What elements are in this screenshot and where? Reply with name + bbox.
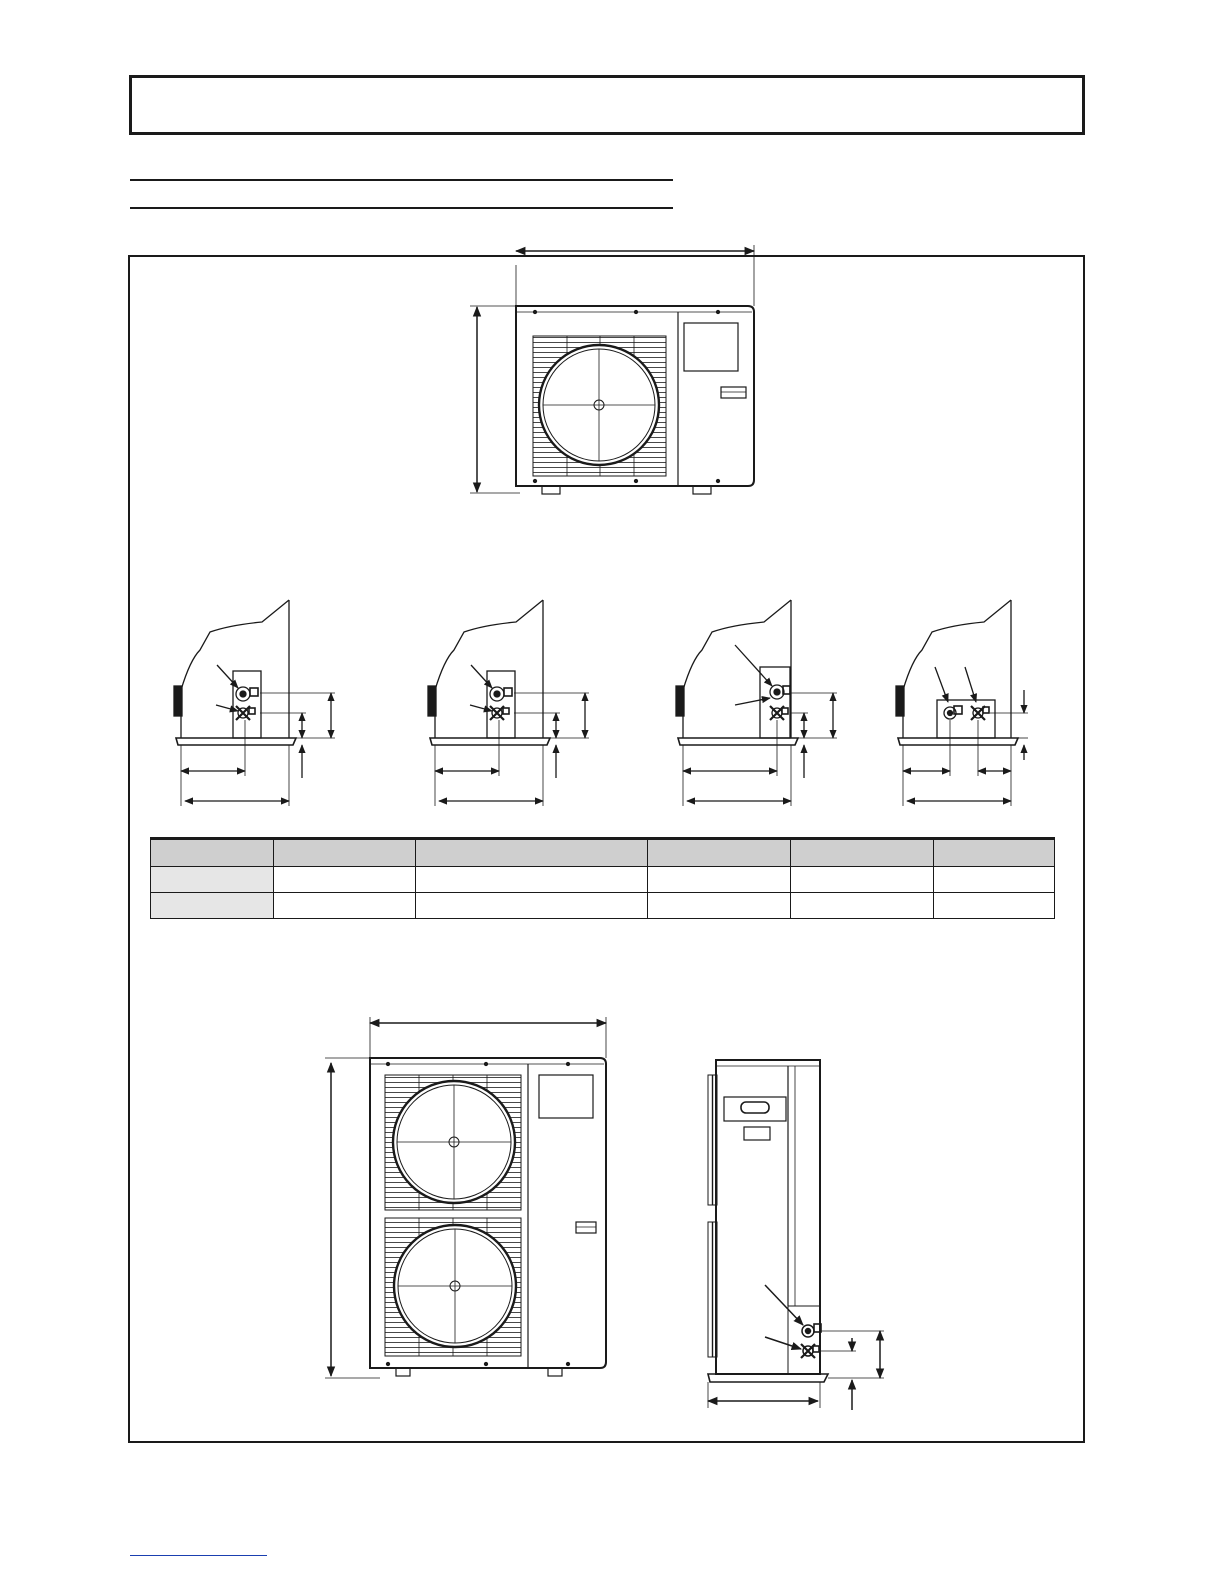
table-header-row <box>151 839 1055 867</box>
pipe-detail-4 <box>896 600 1028 806</box>
table-header-cell <box>151 839 274 867</box>
table-header-cell <box>791 839 934 867</box>
pipe-detail-2 <box>428 600 589 806</box>
table-cell <box>648 867 791 893</box>
table-row <box>151 893 1055 919</box>
footer-link-underline[interactable] <box>130 1555 267 1556</box>
table-cell <box>648 893 791 919</box>
table-header-cell <box>648 839 791 867</box>
table-cell <box>273 867 415 893</box>
dimensions-table <box>150 837 1055 919</box>
pipe-detail-3 <box>676 600 837 806</box>
pipe-detail-1 <box>174 600 335 806</box>
table-cell <box>415 867 648 893</box>
table-cell <box>273 893 415 919</box>
table-row-header <box>151 867 274 893</box>
table-cell <box>791 867 934 893</box>
double-fan-side-view <box>708 1060 884 1410</box>
table-header-cell <box>415 839 648 867</box>
table-row-header <box>151 893 274 919</box>
table-cell <box>791 893 934 919</box>
single-fan-unit <box>470 245 754 494</box>
table-cell <box>934 867 1055 893</box>
table-header-cell <box>273 839 415 867</box>
table-row <box>151 867 1055 893</box>
table-header-cell <box>934 839 1055 867</box>
table-cell <box>415 893 648 919</box>
double-fan-unit <box>325 1017 606 1378</box>
table-cell <box>934 893 1055 919</box>
